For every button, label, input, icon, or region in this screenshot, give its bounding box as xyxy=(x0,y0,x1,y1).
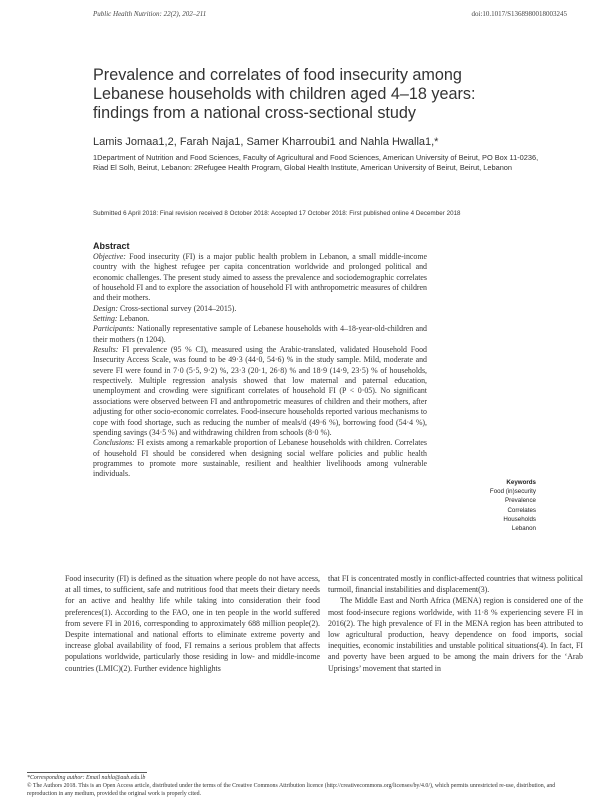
body-paragraph: that FI is concentrated mostly in conflict-affected countries that witness political turmoil, financial instabilities and displacement(3). xyxy=(328,574,583,595)
author-list: Lamis Jomaa1,2, Farah Naja1, Samer Kharroubi1 and Nahla Hwalla1,* xyxy=(93,136,439,148)
body-paragraph: The Middle East and North Africa (MENA) region is considered one of the most food-insecure regions worldwide, with 11·8 % experiencing severe FI in 2016(2). The high prevalence of FI in the MENA region has been attributed to low agricultural production, heavy dependence on food imports, social inequities, economic instabilities and unstable political situations(4). In fact, FI and poverty have been argued to be among the main drivers for the ‘Arab Uprisings’ movement that started in xyxy=(328,596,583,673)
footnote-divider xyxy=(27,772,147,773)
article-title: Prevalence and correlates of food insecurity among Lebanese households with children aged 4–18 years: findings from a national cross-sectional study xyxy=(93,66,476,122)
keyword-item: Correlates xyxy=(507,506,536,514)
abstract-participants: Participants: Nationally representative sample of Lebanese households with 4–18-year-old-children and their mothers (n 1204). xyxy=(93,324,427,344)
abstract-section xyxy=(93,241,427,480)
body-column-right xyxy=(328,573,583,674)
corresponding-author: *Corresponding author: Email nahla@aub.edu.lb xyxy=(27,775,146,781)
keyword-item: Food (in)security xyxy=(489,488,536,496)
abstract-results: Results: FI prevalence (95 % CI), measured using the Arabic-translated, validated Household Food Insecurity Access Scale, was found to be 49·3 (44·0, 54·6) % in the study sample. Mild, moderate and severe FI were found in 7·0 (5·5, 9·2) %, 23·3 (20·1, 26·8) % and 18·9 (14·9, 23·5) % of households, respectively. Multiple regression analysis showed that low maternal and paternal education, unemployment and crowding were significant correlates of household FI (P < 0·05). No significant associations were observed between FI and anthropometric measures of children and their mothers, after adjusting for other socio-economic correlates. Food-insecure households reported various mechanisms to cope with food shortage, such as reducing the number of meals/d (49·6 %), borrowing food (54·4 %), spending savings (34·5 %) and withdrawing children from schools (8·0 %). xyxy=(93,345,427,437)
body-paragraph: Food insecurity (FI) is defined as the situation where people do not have access, at all times, to sufficient, safe and nutritious food that meets their dietary needs for an active and healthy life while taking into consideration their food preferences(1). According to the FAO, one in ten people in the world suffered from severe FI in 2016, corresponding to approximately 688 million people(2). Despite international and national efforts to eliminate extreme poverty and increase global availability of food, FI remains a serious problem that affects populations worldwide, particularly those residing in low- and middle-income countries (LMIC)(2). Further evidence highlights xyxy=(65,574,320,673)
body-column-left xyxy=(65,573,320,674)
keyword-item: Households xyxy=(503,515,536,523)
affiliations: 1Department of Nutrition and Food Sciences, Faculty of Agricultural and Food Sciences, American University of Beirut, PO Box 11-0236, Riad El Solh, Beirut, Lebanon: 2Refugee Health Program, Global Health Institute, American University of Beirut, Beirut, Lebanon xyxy=(93,153,539,173)
keywords-box xyxy=(446,478,536,533)
journal-running-head: Public Health Nutrition: 22(2), 202–211 xyxy=(93,10,207,18)
abstract-heading: Abstract xyxy=(93,241,130,251)
keyword-item: Lebanon xyxy=(511,525,536,533)
submission-dates: Submitted 6 April 2018: Final revision received 8 October 2018: Accepted 17 October 2018: First published online 4 December 2018 xyxy=(93,210,461,217)
license-note: © The Authors 2018. This is an Open Access article, distributed under the terms of the Creative Commons Attribution licence (http://creativecommons.org/licenses/by/4.0/), which permits unrestricted re-use, distribution, and reproduction in any medium, provided the original work is properly cited. xyxy=(27,783,556,798)
doi-label: doi:10.1017/S1368980018003245 xyxy=(471,10,567,18)
abstract-conclusions: Conclusions: FI exists among a remarkable proportion of Lebanese households with children. Correlates of household FI should be considered when designing social welfare policies and public health programmes to promote more sustainable, resilient and healthier livelihoods among vulnerable individuals. xyxy=(93,438,427,479)
abstract-objective: Objective: Food insecurity (FI) is a major public health problem in Lebanon, a small middle-income country with the highest refugee per capita concentration worldwide and prolonged political and economic challenges. The present study aimed to assess the prevalence and sociodemographic correlates of household FI and to explore the association of household FI with anthropometric measures of children and their mothers. xyxy=(93,252,427,303)
keyword-item: Prevalence xyxy=(505,497,536,505)
abstract-setting: Setting: Lebanon. xyxy=(93,314,150,324)
footnote xyxy=(27,774,572,799)
keywords-heading: Keywords xyxy=(506,479,536,486)
abstract-design: Design: Cross-sectional survey (2014–2015). xyxy=(93,303,237,313)
